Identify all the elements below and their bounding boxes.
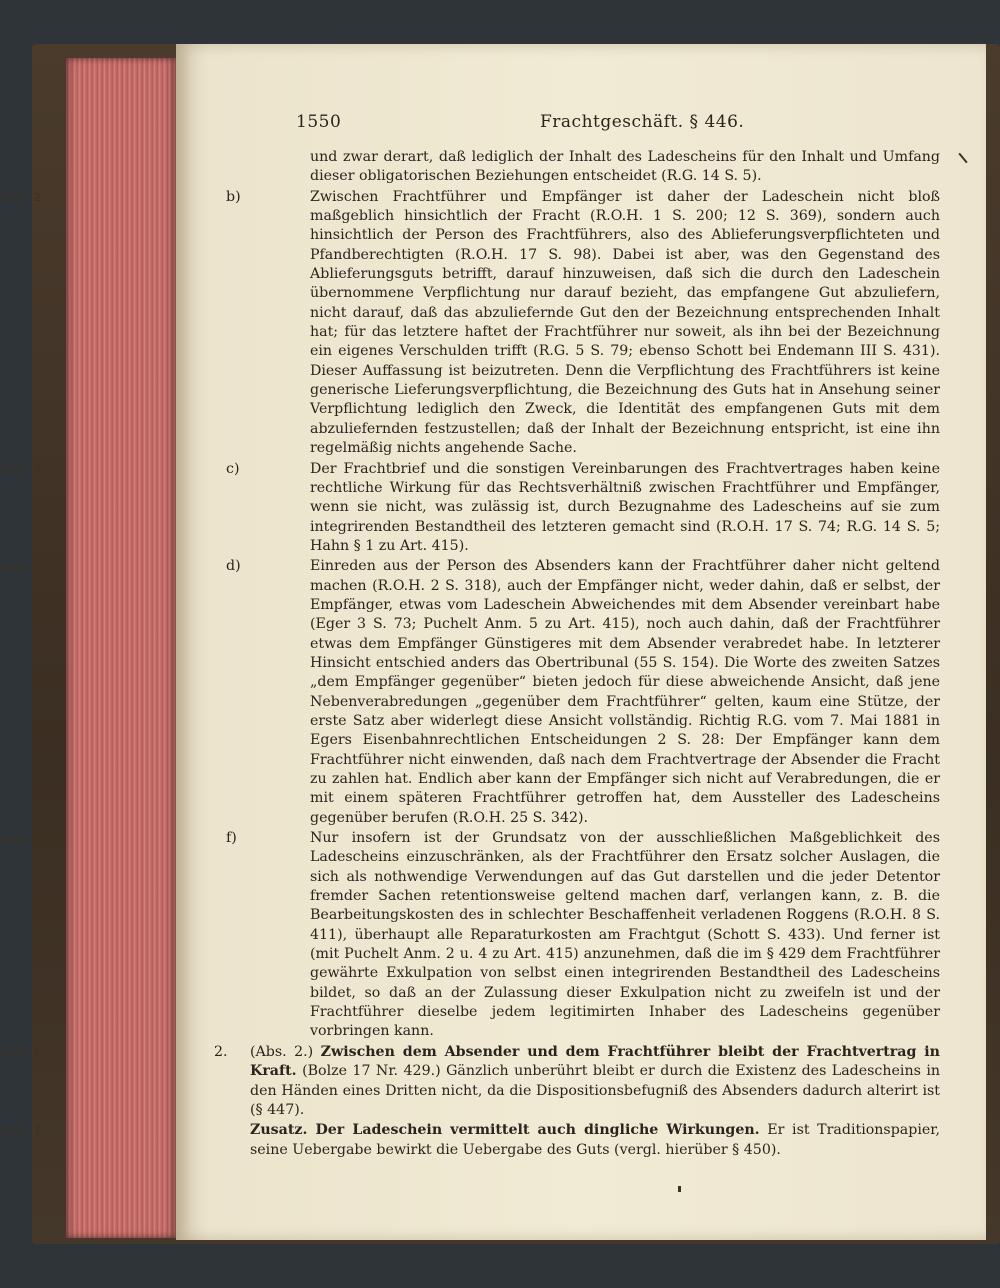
paragraph-marker: f) <box>226 830 237 847</box>
paragraph-2 <box>0 1043 940 1120</box>
page-header <box>296 112 936 142</box>
margin-note: Anm. 5. <box>0 832 45 846</box>
paragraph-b <box>0 188 940 459</box>
running-head: Frachtgeschäft. § 446. <box>540 112 745 132</box>
margin-note: Anm. 2. <box>0 190 45 204</box>
paragraph-text <box>200 1121 940 1160</box>
paragraph-heading: Zusatz. Der Ladeschein vermittelt auch dingliche Wirkungen. <box>250 1122 760 1139</box>
paragraph-c <box>0 460 940 557</box>
page-number: 1550 <box>296 112 342 132</box>
paragraph-heading: Zwischen dem Absender und dem Frachtführer bleibt der Frachtvertrag in Kraft. <box>250 1043 940 1080</box>
paragraph-marker: d) <box>226 558 241 575</box>
margin-note: Anm. 4. <box>0 560 45 574</box>
paragraph-text: Nur insofern ist der Grundsatz von der ausschließlichen Maßgeblichkeit des Ladescheins einzuschränken, als der Frachtführer den Ersatz solcher Auslagen, die sich als nothwendige Verwendungen auf das Gut darstellen und die jeder Detentor fremder Sachen retentionsweise geltend machen darf, verlangen kann, z. B. die Bearbeitungskosten des in schlechter Beschaffenheit verladenen Roggens (R.O.H. 8 S. 411), überhaupt alle Reparaturkosten am Frachtgut (Schott S. 433). Und ferner ist (mit Puchelt Anm. 2 u. 4 zu Art. 415) anzunehmen, daß die im § 429 dem Frachtführer gewährte Exkulpation von selbst einen integrirenden Bestandtheil des Ladescheins bildet, so daß an der Zulassung dieser Exkulpation nicht zu zweifeln ist und der Frachtführer dieselbe jedem legitimirten Inhaber des Ladescheins gegenüber vorbringen kann. <box>310 830 940 1040</box>
paragraph-text: Der Frachtbrief und die sonstigen Vereinbarungen des Frachtvertrages haben keine rechtliche Wirkung für das Rechtsverhältniß zwischen Frachtführer und Empfänger, wenn sie nicht, was zulässig ist, durch Bezugnahme des Ladescheins auf sie zum integrirenden Bestandtheil des letzteren gemacht sind (R.O.H. 17 S. 74; R.G. 14 S. 5; Hahn § 1 zu Art. 415). <box>310 460 940 554</box>
paragraph-f <box>0 829 940 1042</box>
page-edges <box>66 58 178 1238</box>
paragraph-text: und zwar derart, daß lediglich der Inhalt des Ladescheins für den Inhalt und Umfang dieser obligatorischen Beziehungen entscheidet (R.G. 14 S. 5). <box>310 149 940 185</box>
margin-note: Anm. 7. <box>0 1124 45 1138</box>
paragraph-marker: c) <box>226 460 240 477</box>
paragraph-marker: b) <box>226 188 241 205</box>
paragraph-text: Zwischen Frachtführer und Empfänger ist daher der Ladeschein nicht bloß maßgeblich hinsichtlich der Fracht (R.O.H. 1 S. 200; 12 S. 369), sondern auch hinsichtlich der Person des Frachtführers, also des Ablieferungsverpflichteten und Pfandberechtigten (R.O.H. 17 S. 98). Dabei ist aber, was den Gegenstand des Ablieferungsguts betrifft, darauf hinzuweisen, daß sich die durch den Ladeschein übernommene Verpflichtung nur darauf bezieht, das empfangene Gut abzuliefern, nicht darauf, daß das abzuliefernde Gut den der Bezeichnung entsprechenden Inhalt hat; für das letztere haftet der Frachtführer nur soweit, als ihn bei der Bezeichnung ein eigenes Verschulden trifft (R.G. 5 S. 79; ebenso Schott bei Endemann III S. 431). Dieser Auffassung ist beizutreten. Denn die Verpflichtung des Frachtführers ist keine generische Lieferungsverpflichtung, die Bezeichnung des Guts hat in Ansehung seiner Verpflichtung lediglich den Zweck, die Identität des empfangenen Guts mit dem abzuliefernden festzustellen; daß der Inhalt der Bezeichnung entspricht, ist eine ihn regelmäßig nichts angehende Sache. <box>310 188 940 457</box>
ink-speck <box>678 1186 681 1192</box>
margin-note: Anm. 3. <box>0 462 45 476</box>
paragraph-text: Einreden aus der Person des Absenders kann der Frachtführer daher nicht geltend machen (R.O.H. 2 S. 318), auch der Empfänger nicht, weder dahin, daß er selbst, der Empfänger, etwas vom Ladeschein Abweichendes mit dem Absender vereinbart habe (Eger 3 S. 73; Puchelt Anm. 5 zu Art. 415), noch auch dahin, daß der Frachtführer etwas dem Empfänger Günstigeres mit dem Absender verabredet habe. In letzterer Hinsicht entschied anders das Obertribunal (55 S. 154). Die Worte des zweiten Satzes „dem Empfänger gegenüber“ bieten jedoch für diese abweichende Ansicht, daß jene Nebenverabredungen „gegenüber dem Frachtführer“ gelten, kaum eine Stütze, der erste Satz aber widerlegt diese Ansicht vollständig. Richtig R.G. vom 7. Mai 1881 in Egers Eisenbahnrechtlichen Entscheidungen 2 S. 28: Der Empfänger kann dem Frachtführer nicht einwenden, daß nach dem Frachtvertrage der Absender die Fracht zu zahlen hat. Endlich aber kann der Empfänger sich nicht auf Verabredungen, die er mit einem späteren Frachtführer getroffen hat, dem Aussteller des Ladescheins gegenüber berufen (R.O.H. 25 S. 342). <box>310 558 940 826</box>
body-text <box>0 148 940 1160</box>
margin-note: Anm. 6. <box>0 1045 45 1059</box>
paragraph-zusatz <box>0 1121 940 1160</box>
paragraph-marker: 2. <box>214 1043 228 1060</box>
paragraph-lead: (Abs. 2.) <box>250 1043 314 1060</box>
paragraph-d <box>0 557 940 828</box>
paragraph-body: (Bolze 17 Nr. 429.) Gänzlich unberührt bleibt er durch die Existenz des Ladescheins in den Händen eines Dritten nicht, da die Dispositionsbefugniß des Absenders dadurch alterirt ist (§ 447). <box>250 1063 940 1118</box>
paragraph-text <box>250 1043 940 1120</box>
paragraph-continuation <box>250 148 940 187</box>
paragraph-body: Er ist Traditionspapier, seine Uebergabe bewirkt die Uebergabe des Guts (vergl. hierüber § 450). <box>250 1122 940 1158</box>
